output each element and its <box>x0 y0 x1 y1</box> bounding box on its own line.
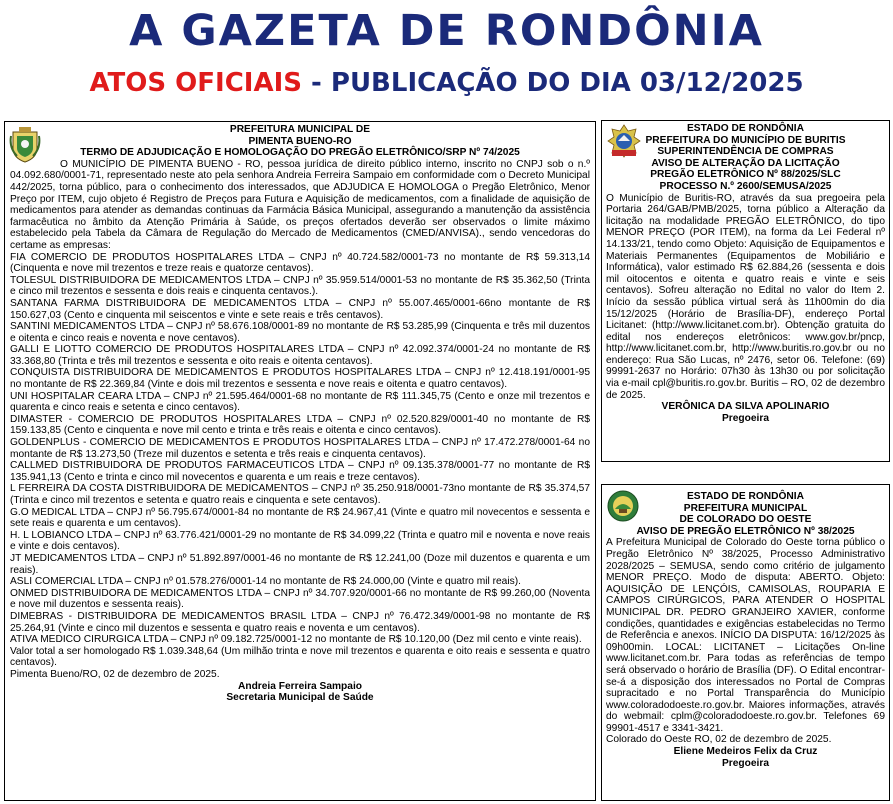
signature-name: VERÔNICA DA SILVA APOLINARIO <box>661 401 830 413</box>
notice-header-line-5: PREGÃO ELETRÔNICO Nº 88/2025/SLC <box>650 169 841 181</box>
company-entry: ATIVA MEDICO CIRURGICA LTDA – CNPJ nº 09.182.725/0001-12 no montante de R$ 10.120,00 (Dez mil cento e vinte reais). <box>10 634 582 646</box>
company-entry: JT MEDICAMENTOS LTDA – CNPJ nº 51.892.897/0001-46 no montante de R$ 12.241,00 (Doze mil duzentos e quarenta e um reais). <box>10 552 590 576</box>
atos-oficiais-label: ATOS OFICIAIS <box>89 68 302 98</box>
company-entry: GALLI E LIOTTO COMERCIO DE PRODUTOS HOSPITALARES LTDA – CNPJ nº 42.092.374/0001-24 no montante de R$ 33.368,80 (Trinta e três mil trezentos e sessenta e oito reais e oitenta centavos). <box>10 344 590 367</box>
signature-role: Pregoeira <box>722 412 769 424</box>
signature-role: Secretaria Municipal de Saúde <box>226 692 374 704</box>
notice-date: Pimenta Bueno/RO, 02 de dezembro de 2025. <box>10 668 220 680</box>
signature-name: Andreia Ferreira Sampaio <box>238 680 362 692</box>
notice-header-line-3: DE COLORADO DO OESTE <box>679 514 812 526</box>
company-entry: ASLI COMERCIAL LTDA – CNPJ nº 01.578.276/0001-14 no montante de R$ 24.000,00 (Vinte e quatro mil reais). <box>10 576 521 588</box>
signature-name: Eliene Medeiros Felix da Cruz <box>673 746 818 758</box>
signature-role: Pregoeira <box>722 757 769 769</box>
company-entry: ONMED DISTRIBUIDORA DE MEDICAMENTOS LTDA – CNPJ nº 34.707.920/0001-66 no montante de R$ 99.260,00 (Noventa e nove mil duzentos e sessenta reais). <box>10 587 590 611</box>
notice-date: Colorado do Oeste RO, 02 de dezembro de 2025. <box>606 734 832 746</box>
notice-body-text: A Prefeitura Municipal de Colorado do Oeste torna público o Pregão Eletrônico Nº 38/2025, Processo Administrativo 2028/2025 – SEMUSA, sendo como critério de julgamento MENOR PREÇO. Modo de disputa: ABERTO. Objeto: AQUISIÇÃO DE LENÇÓIS, CAMISOLAS, ROUPARIA E CAMPOS CIRÚRGICOS, PARA ATENDER O HOSPITAL MUNICIPAL DR. PEDRO GRANJEIRO XAVIER, conforme condições, quantidades e exigências estabelecidas no Termo de Referência e anexos. INÍCIO DA DISPUTA: 16/12/2025 às 09h00min. LOCAL: LICITANET – Licitações On-line www.licitanet.com.br. Para todas as referências de tempo será observado o horário de Brasília (DF). O Edital encontrar-se-á a disposição dos interessados no Portal de Compras supracitado e no Portal Transparência do Município www.coloradodoeste.ro.gov.br. Maiores informações, através do webmail: cplm@coloradodoeste.ro.gov.br. Telefones 69 99901-4517 e 3341-3421. <box>606 537 885 734</box>
company-entry: SANTANA FARMA DISTRIBUIDORA DE MEDICAMENTOS LTDA – CNPJ nº 55.007.465/0001-66no montante de R$ 150.627,03 (Cento e cinquenta mil seiscentos e vinte e sete reais e três centavos). <box>10 297 590 321</box>
notice-buritis <box>601 120 890 462</box>
company-entry: H. L LOBIANCO LTDA – CNPJ nº 63.776.421/0001-29 no montante de R$ 34.099,22 (Trinta e quatro mil e noventa e nove reais e vinte e dois centavos). <box>10 529 590 553</box>
company-entry: UNI HOSPITALAR CEARA LTDA – CNPJ nº 21.595.464/0001-68 no montante de R$ 111.345,75 (Cento e onze mil trezentos e quarenta e cinco reais e setenta e cinco centavos). <box>10 390 590 414</box>
edition-subtitle <box>0 66 893 100</box>
company-entry: TOLESUL DISTRIBUIDORA DE MEDICAMENTOS LTDA – CNPJ nº 35.959.514/0001-53 no montante de R$ 35.362,50 (Trinta e cinco mil trezentos e sessenta e dois reais e cinquenta centavos.). <box>10 274 590 298</box>
masthead <box>0 0 893 118</box>
subtitle-separator: - <box>301 68 331 98</box>
buritis-coat-of-arms-icon <box>606 123 642 159</box>
notice-body <box>10 159 590 681</box>
notice-pimenta-bueno <box>4 121 596 801</box>
notice-header-line-1: ESTADO DE RONDÔNIA <box>687 123 804 134</box>
company-entry: L FERREIRA DA COSTA DISTRIBUIDORA DE MEDICAMENTOS – CNPJ nº 35.250.918/0001-73no montante de R$ 35.374,57 (Trinta e cinco mil trezentos e setenta e quatro reais e cinquenta e sete centavos). <box>10 483 590 506</box>
notice-body <box>606 537 885 746</box>
company-entry: FIA COMERCIO DE PRODUTOS HOSPITALARES LTDA – CNPJ nº 40.724.582/0001-73 no montante de R$ 59.313,14 (Cinquenta e nove mil trezentos e treze reais e quatorze centavos). <box>10 251 590 275</box>
winning-companies-list <box>10 252 590 646</box>
notice-header-line-3: SUPERINTENDÊNCIA DE COMPRAS <box>657 146 834 158</box>
company-entry: DIMASTER - COMERCIO DE PRODUTOS HOSPITALARES LTDA – CNPJ nº 02.520.829/0001-40 no montante de R$ 159.133,85 (Cento e cinquenta e nove mil cento e trinta e três reais e oitenta e cinco centavos). <box>10 413 590 437</box>
notice-body: O Município de Buritis-RO, através da sua pregoeira pela Portaria 264/GAB/PMB/2025, torna público a Alteração da licitação na modalidade PREGÃO ELETRÔNICO, do tipo MENOR PREÇO (POR ITEM), na forma da Lei Federal nº 14.133/21, tendo como Objeto: Aquisição de Equipamentos e Materiais Permanentes (Equipamentos de Mobiliário e Informática), valor estimado R$ 62.884,26 (sessenta e dois mil oitocentos e oitenta e quatro reais e vinte e seis centavos). Sofreu alteração no Edital no valor do Item 2. Início da sessão pública virtual será às 11h00min do dia 15/12/2025 (Horário de Brasília-DF), endereço Portal Licitanet: (http://www.licitanet.com.br). Obtenção gratuita do edital nos endereços eletrônicos: www.gov.br/pncp, http://www.licitanet.com.br, http://www.buritis.ro.gov.br ou no endereço: Rua São Lucas, nº 2476, setor 06. Telefone: (69) 99991-2637 no Horário: 07h30 às 13h30 ou por solicitação via e-mail cpl@buritis.ro.gov.br. Buritis – RO, 02 de dezembro de 2025. <box>606 192 885 401</box>
notice-header-line-6: PROCESSO N.º 2600/SEMUSA/2025 <box>659 180 832 192</box>
company-entry: CONQUISTA DISTRIBUIDORA DE MEDICAMENTOS E PRODUTOS HOSPITALARES LTDA – CNPJ nº 12.418.191/0001-95 no montante de R$ 22.369,84 (Vinte e dois mil trezentos e sessenta e nove reais e oitenta e quatro centavos). <box>10 367 590 391</box>
notice-header-line-2: PREFEITURA MUNICIPAL <box>683 502 808 514</box>
newspaper-title: A GAZETA DE RONDÔNIA <box>129 6 764 56</box>
notice-header-line-2: PREFEITURA DO MUNICÍPIO DE BURITIS <box>645 134 846 146</box>
colorado-do-oeste-coat-of-arms-icon <box>606 489 640 523</box>
company-entry: G.O MEDICAL LTDA – CNPJ nº 56.795.674/0001-84 no montante de R$ 24.967,41 (Vinte e quatro mil novecentos e sessenta e sete reais e quarenta e um centavos). <box>10 506 590 530</box>
notice-total: Valor total a ser homologado R$ 1.039.348,64 (Um milhão trinta e nove mil trezentos e quarenta e oito reais e sessenta e quatro centavos). <box>10 645 590 669</box>
company-entry: SANTINI MEDICAMENTOS LTDA – CNPJ nº 58.676.108/0001-89 no montante de R$ 53.285,99 (Cinquenta e três mil duzentos e oitenta e cinco reais e noventa e nove centavos). <box>10 321 590 344</box>
notice-colorado-do-oeste <box>601 484 890 801</box>
publication-date-label: PUBLICAÇÃO DO DIA 03/12/2025 <box>330 68 804 98</box>
notice-header-line-3: TERMO DE ADJUDICAÇÃO E HOMOLOGAÇÃO DO PREGÃO ELETRÔNICO/SRP Nº 74/2025 <box>80 147 520 159</box>
pimenta-bueno-coat-of-arms-icon <box>9 126 41 164</box>
company-entry: DIMEBRAS - DISTRIBUIDORA DE MEDICAMENTOS BRASIL LTDA – CNPJ nº 76.472.349/0001-98 no montante de R$ 25.264,91 (Vinte e cinco mil duzentos e sessenta e quatro reais e noventa e um centavos). <box>10 610 590 634</box>
notice-header-line-1: ESTADO DE RONDÔNIA <box>687 491 804 502</box>
notice-header-line-4: AVISO DE PREGÃO ELETRÔNICO Nº 38/2025 <box>636 525 855 537</box>
company-entry: CALLMED DISTRIBUIDORA DE PRODUTOS FARMACEUTICOS LTDA – CNPJ nº 09.135.378/0001-77 no montante de R$ 135.941,13 (Cento e trinta e cinco mil novecentos e quarenta e um reais e treze centavos). <box>10 460 590 483</box>
notice-intro: O MUNICÍPIO DE PIMENTA BUENO - RO, pessoa jurídica de direito público interno, inscrito no CNPJ sob o n.º 04.092.680/0001-71, representado neste ato pela senhora Andreia Ferreira Sampaio em conformidade com o Decreto Municipal 442/2025, torna público, para o conhecimento dos interessados, que ADJUDICA E HOMOLOGA o Pregão Eletrônico, Menor Preço por ITEM, cujo objeto é Registro de Preços para Futura e Aquisição de medicamentos, com a finalidade de aquisição de medicamentos para atender as demandas continuas da Farmácia Básica Municipal, assegurando a manutenção da assistência farmacêutica no âmbito da Atenção Primária à Saúde, os preços ofertados deverão ser observados o limite máximo estabelecido pela Tabela da Câmara de Regulação do Mercado de Medicamentos (CMED/ANVISA)., sendo vencedoras do certame as empresas: <box>10 158 590 251</box>
company-entry: GOLDENPLUS - COMERCIO DE MEDICAMENTOS E PRODUTOS HOSPITALARES LTDA – CNPJ nº 17.472.278/0001-64 no montante de R$ 13.273,50 (Treze mil duzentos e setenta e três reais e cinquenta centavos). <box>10 437 590 460</box>
notice-header-line-1: PREFEITURA MUNICIPAL DE <box>229 124 371 135</box>
notice-header-line-4: AVISO DE ALTERAÇÃO DA LICITAÇÃO <box>651 157 840 169</box>
notice-header-line-2: PIMENTA BUENO-RO <box>248 135 352 147</box>
